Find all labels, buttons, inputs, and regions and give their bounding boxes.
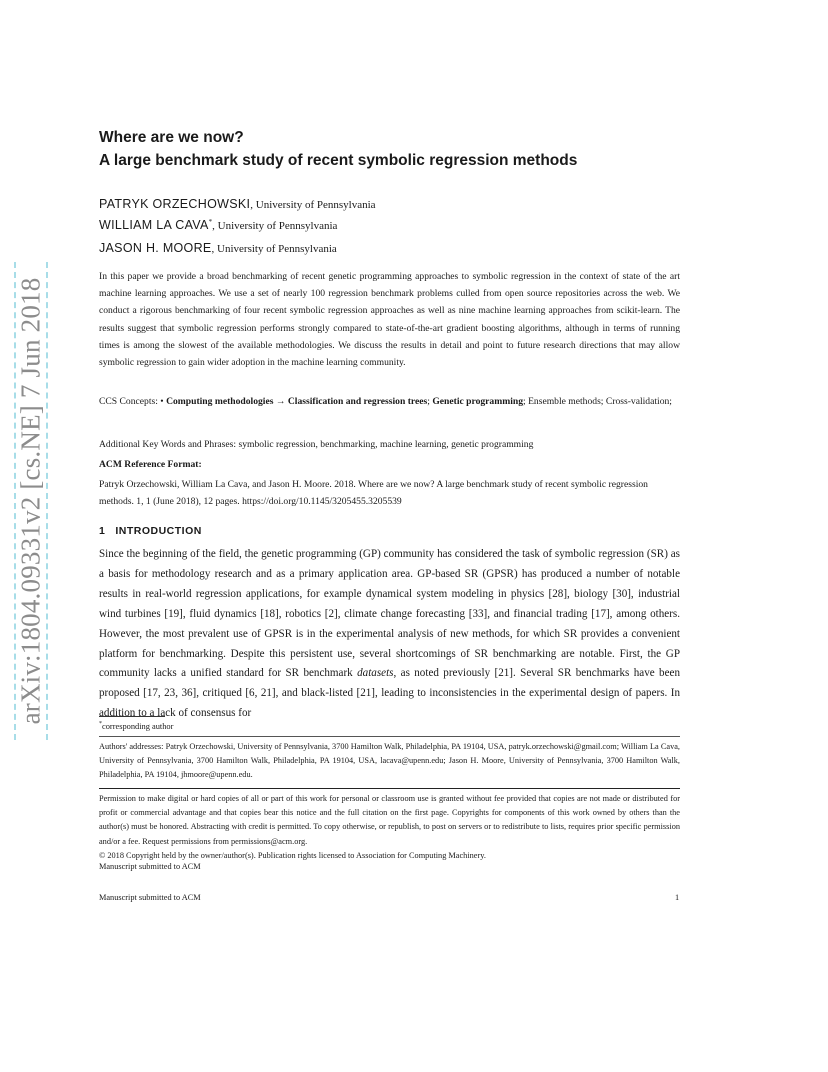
intro-paragraph: [99, 545, 680, 724]
reference-heading: ACM Reference Format:: [99, 459, 202, 470]
intro-part-1: Since the beginning of the field, the genetic programming (GP) community has considered the task of symbolic regression (SR) as a basis for methodology research and as a primary application area. GP-based SR (GPSR) has produced a number of notable results in real-world regression applications, for example dynamical system modeling in physics [28], biology [30], industrial wind turbines [19], fluid dynamics [18], robotics [2], climate change forecasting [33], and financial trading [17], among others. However, the most prevalent use of GPSR is in the experimental analysis of new methods, for which SR provides a convenient platform for benchmarking. Despite this persistent use, several shortcomings of SR benchmarking are notable. First, the GP community lacks a unified standard for SR benchmark: [99, 548, 680, 680]
title-line-1: Where are we now?: [99, 129, 244, 146]
footnote: [99, 721, 173, 731]
author-affiliation: , University of Pennsylvania: [211, 243, 337, 255]
ccs-prefix: CCS Concepts: •: [99, 396, 167, 407]
author-1: [99, 197, 376, 212]
ccs-bold-2: Genetic programming: [432, 396, 523, 407]
author-3: [99, 241, 337, 256]
submitted-line: Manuscript submitted to ACM: [99, 862, 201, 871]
paper-title: [99, 126, 577, 172]
title-line-2: A large benchmark study of recent symbolic regression methods: [99, 152, 578, 169]
ccs-sep: ;: [427, 396, 433, 407]
copyright-line: © 2018 Copyright held by the owner/author(s). Publication rights licensed to Association for Computing Machinery.: [99, 851, 486, 860]
corresponding-mark: *: [208, 218, 213, 226]
author-affiliation: , University of Pennsylvania: [250, 199, 376, 211]
author-name: WILLIAM LA CAVA: [99, 218, 209, 233]
address-rule: [99, 736, 680, 737]
keywords: Additional Key Words and Phrases: symbolic regression, benchmarking, machine learning, genetic programming: [99, 439, 534, 450]
footnote-mark: *: [99, 721, 102, 727]
footnote-text: corresponding author: [102, 721, 174, 731]
reference-text: Patryk Orzechowski, William La Cava, and Jason H. Moore. 2018. Where are we now? A large benchmark study of recent symbolic regression methods. 1, 1 (June 2018), 12 pages. https://doi.org/10.1145/3205455.3205539: [99, 479, 648, 507]
ccs-concepts: [99, 393, 680, 410]
arxiv-id: arXiv:1804.09331v2 [cs.NE] 7 Jun 2018: [15, 277, 46, 725]
page-number: 1: [675, 893, 680, 902]
footer-left: Manuscript submitted to ACM: [99, 893, 201, 902]
author-addresses: Authors' addresses: Patryk Orzechowski, University of Pennsylvania, 3700 Hamilton Walk, Philadelphia, PA 19104, USA, patryk.orzechowski@gmail.com; William La Cava, University of Pennsylvania, 3700 Hamilton Walk, Philadelphia, PA 19104, USA, lacava@upenn.edu; Jason H. Moore, University of Pennsylvania, 3700 Hamilton Walk, Philadelphia, PA 19104, jhmoore@upenn.edu.: [99, 742, 680, 780]
ccs-bold-1: Computing methodologies → Classification and regression trees: [166, 396, 428, 407]
intro-italic: datasets: [357, 667, 394, 680]
permission-rule: [99, 788, 680, 789]
author-2: [99, 218, 337, 233]
footnote-rule: [99, 716, 165, 717]
author-name: PATRYK ORZECHOWSKI: [99, 197, 251, 211]
author-name: JASON H. MOORE: [99, 241, 212, 255]
author-affiliation: , University of Pennsylvania: [212, 220, 338, 233]
section-title: INTRODUCTION: [115, 525, 202, 537]
arxiv-stamp: [14, 262, 48, 740]
section-number: 1: [99, 525, 106, 537]
abstract: In this paper we provide a broad benchmarking of recent genetic programming approaches to symbolic regression in the context of state of the art machine learning approaches. We use a set of nearly 100 regression benchmark problems culled from open source repositories across the web. We conduct a rigorous benchmarking of four recent symbolic regression approaches as well as nine machine learning approaches from scikit-learn. The results suggest that symbolic regression performs strongly compared to state-of-the-art gradient boosting algorithms, although in terms of running times is among the slowest of the available methodologies. We discuss the results in detail and point to future research directions that may allow symbolic regression to gain wider adoption in the machine learning community.: [99, 271, 680, 369]
ccs-rest: ; Ensemble methods; Cross-validation;: [523, 396, 672, 407]
permission-notice: Permission to make digital or hard copies of all or part of this work for personal or classroom use is granted without fee provided that copies are not made or distributed for profit or commercial advantage and that copies bear this notice and the full citation on the first page. Copyrights for components of this work owned by others than the author(s) must be honored. Abstracting with credit is permitted. To copy otherwise, or republish, to post on servers or to redistribute to lists, requires prior specific permission and/or a fee. Request permissions from permissions@acm.org.: [99, 794, 680, 846]
section-heading: [99, 525, 202, 537]
intro-part-2: , as noted previously [21]. Several SR benchmarks have been proposed [17, 23, 36], critiqued [6, 21], and black-listed [21], leading to inconsistencies in the experimental design of papers. In addition to a lack of consensus for: [99, 667, 680, 720]
